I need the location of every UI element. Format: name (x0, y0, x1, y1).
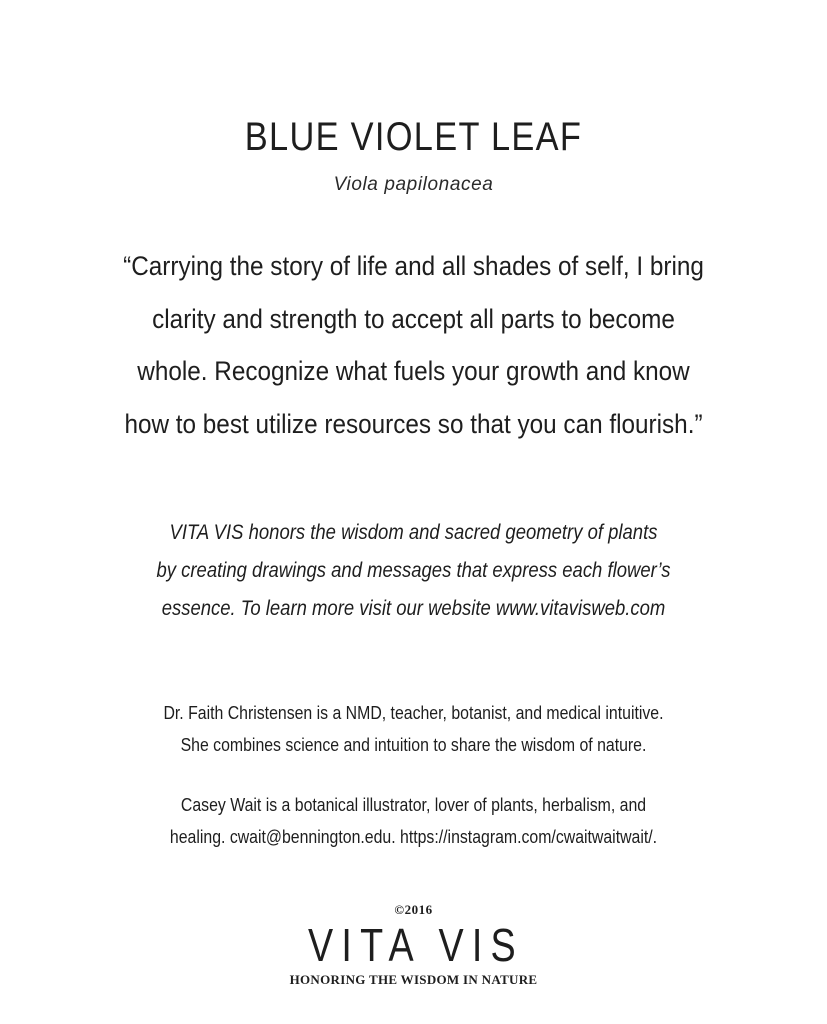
about-line: essence. To learn more visit our website www.vitavisweb.com (161, 597, 666, 620)
plant-message-quote (113, 240, 713, 450)
plant-latin-name: Viola papilonacea (333, 174, 494, 195)
quote-line: “Carrying the story of life and all shades of self, I bring (123, 251, 704, 281)
bio-casey-wait (102, 789, 724, 853)
about-line: by creating drawings and messages that express each flower’s (156, 559, 671, 582)
bio-faith-christensen (102, 697, 724, 761)
brand-wordmark: VITA VIS (308, 919, 524, 971)
plant-common-name: BLUE VIOLET LEAF (244, 115, 583, 159)
quote-line: whole. Recognize what fuels your growth and know (137, 356, 690, 386)
bio-line: healing. cwait@bennington.edu. https://instagram.com/cwaitwaitwait/. (169, 827, 658, 847)
about-vita-vis-paragraph (102, 514, 724, 628)
bio-line: Casey Wait is a botanical illustrator, lover of plants, herbalism, and (180, 795, 647, 815)
brand-tagline: HONORING THE WISDOM IN NATURE (289, 972, 538, 987)
quote-line: how to best utilize resources so that you can flourish.” (124, 408, 703, 439)
quote-line: clarity and strength to accept all parts to become (152, 303, 675, 334)
bio-line: She combines science and intuition to share the wisdom of nature. (180, 735, 647, 755)
bio-line: Dr. Faith Christensen is a NMD, teacher, botanist, and medical intuitive. (163, 703, 664, 723)
about-line: VITA VIS honors the wisdom and sacred geometry of plants (169, 521, 658, 544)
copyright-notice: ©2016 (394, 902, 433, 917)
